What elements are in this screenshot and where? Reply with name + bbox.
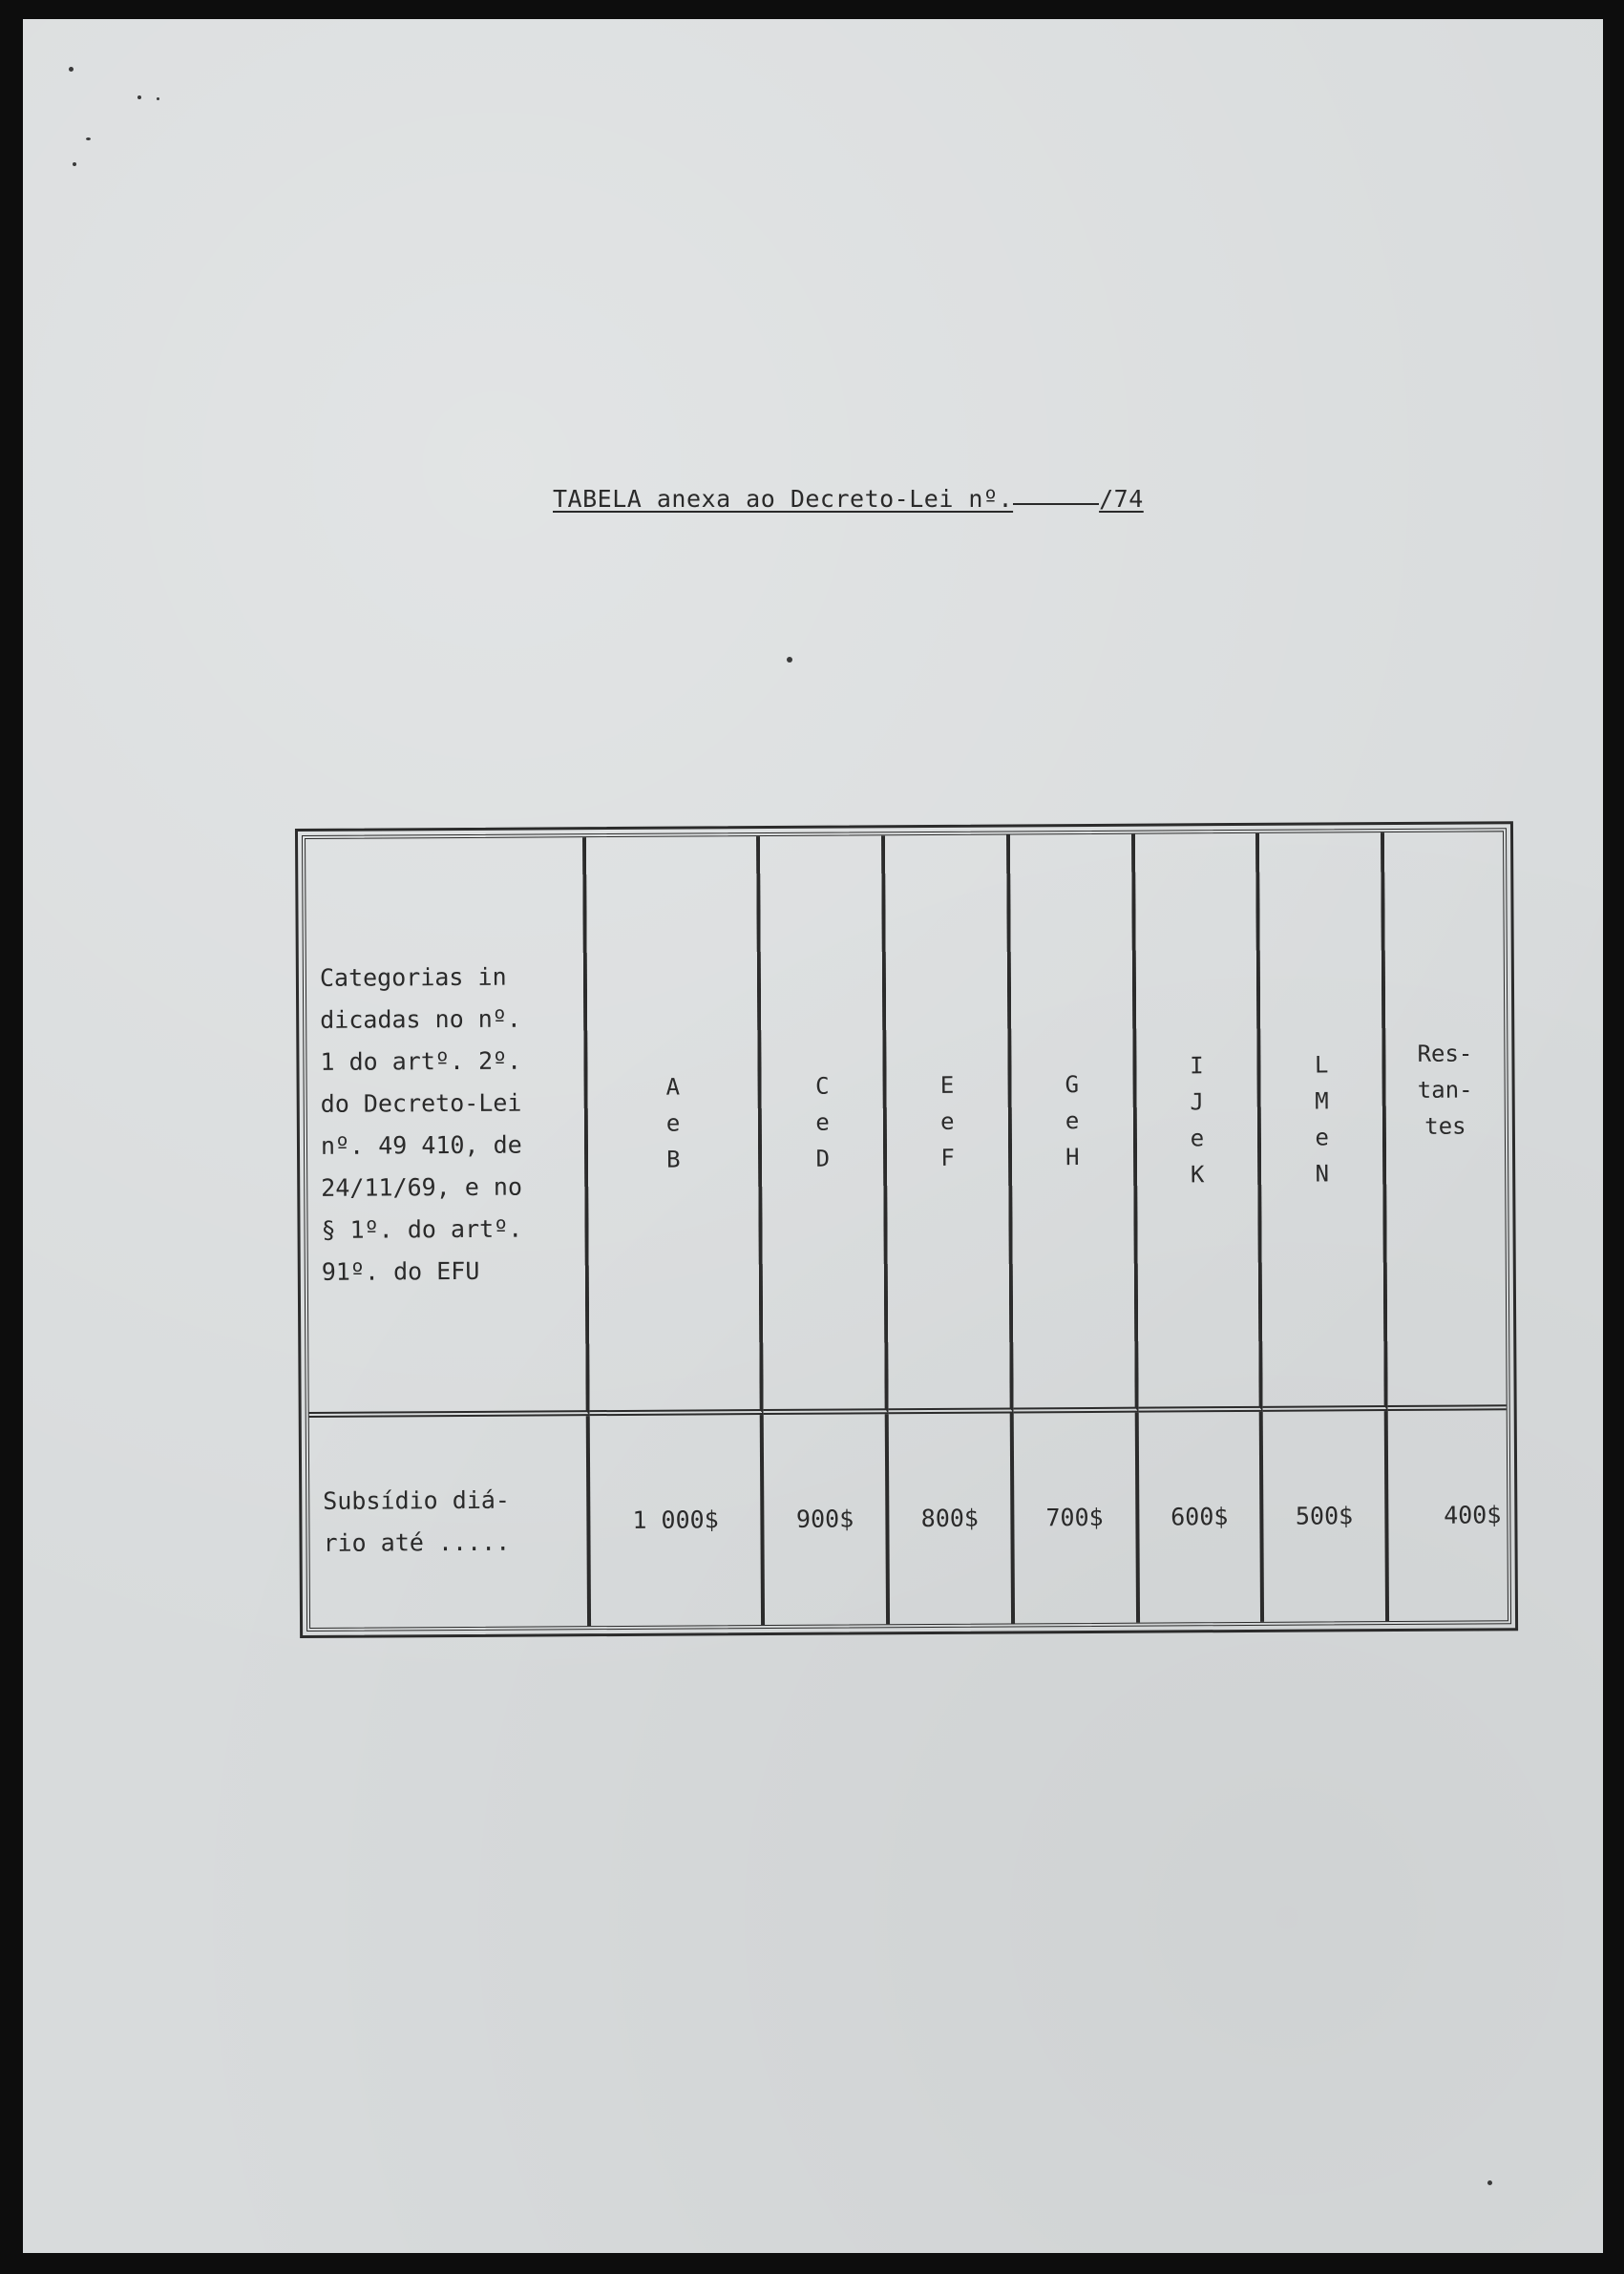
document-title — [553, 485, 1144, 513]
category-cell-c-d — [760, 835, 888, 1415]
category-letter: e — [1190, 1125, 1205, 1152]
category-cell-i-j-k — [1135, 833, 1263, 1413]
category-letter: F — [940, 1144, 955, 1171]
subsidy-value-i-j-k: 600$ — [1138, 1412, 1264, 1623]
categories-row — [306, 832, 1507, 1418]
categories-label-line: Categorias in — [319, 962, 507, 992]
subsidy-label-line: Subsídio diá- — [323, 1485, 511, 1515]
categories-label-line: 1 do artº. 2º. — [320, 1046, 522, 1076]
category-cell-l-m-n — [1259, 832, 1387, 1412]
category-letter: E — [939, 1071, 955, 1099]
categories-label-line: dicadas no nº. — [320, 1004, 521, 1034]
title-year: /74 — [1099, 485, 1144, 513]
category-word: tan- — [1417, 1076, 1473, 1104]
subsidy-label-line: rio até ..... — [323, 1527, 511, 1557]
categories-label-line: nº. 49 410, de — [320, 1130, 522, 1160]
subsidy-value-c-d: 900$ — [764, 1414, 890, 1625]
category-letter: I — [1190, 1052, 1204, 1080]
subsidy-value-e-f: 800$ — [889, 1413, 1015, 1624]
category-word: tes — [1424, 1112, 1466, 1140]
document-page — [23, 19, 1603, 2253]
category-letter: e — [665, 1109, 681, 1137]
subsidy-value-a-b: 1 000$ — [590, 1415, 766, 1626]
categories-label-cell — [306, 837, 590, 1418]
subsidy-row — [309, 1410, 1508, 1628]
category-letter: D — [815, 1145, 831, 1172]
subsidy-table — [302, 828, 1511, 1632]
category-cell-e-f — [885, 834, 1013, 1414]
category-letter: e — [939, 1107, 955, 1135]
category-letter: H — [1065, 1144, 1080, 1171]
category-letter: L — [1314, 1051, 1329, 1079]
categories-label-line: do Decreto-Lei — [320, 1088, 522, 1118]
category-letter: e — [1065, 1107, 1080, 1135]
category-letter: e — [815, 1108, 830, 1136]
category-letter: A — [665, 1073, 681, 1101]
subsidy-value-g-h: 700$ — [1014, 1413, 1140, 1624]
category-letter: N — [1315, 1160, 1330, 1188]
category-letter: G — [1065, 1071, 1080, 1099]
category-letter: K — [1190, 1161, 1205, 1189]
category-cell-a-b — [586, 836, 764, 1416]
category-cell-restantes — [1384, 832, 1507, 1411]
category-word: Res- — [1417, 1040, 1473, 1067]
category-letter: B — [665, 1146, 681, 1173]
subsidy-value-l-m-n: 500$ — [1263, 1411, 1389, 1622]
title-prefix: TABELA anexa ao Decreto-Lei nº. — [553, 485, 1014, 513]
category-letter: C — [815, 1072, 830, 1100]
categories-label-line: § 1º. do artº. — [321, 1214, 523, 1244]
subsidy-value-restantes: 400$ — [1444, 1501, 1502, 1529]
category-letter: J — [1190, 1088, 1204, 1116]
subsidy-label-cell — [309, 1416, 591, 1628]
category-cell-g-h — [1010, 834, 1138, 1414]
category-letter: M — [1315, 1087, 1329, 1115]
category-letter: e — [1315, 1124, 1329, 1151]
categories-label-line: 91º. do EFU — [321, 1256, 480, 1286]
categories-label-line: 24/11/69, e no — [321, 1172, 523, 1202]
title-blank-line — [1013, 499, 1099, 505]
